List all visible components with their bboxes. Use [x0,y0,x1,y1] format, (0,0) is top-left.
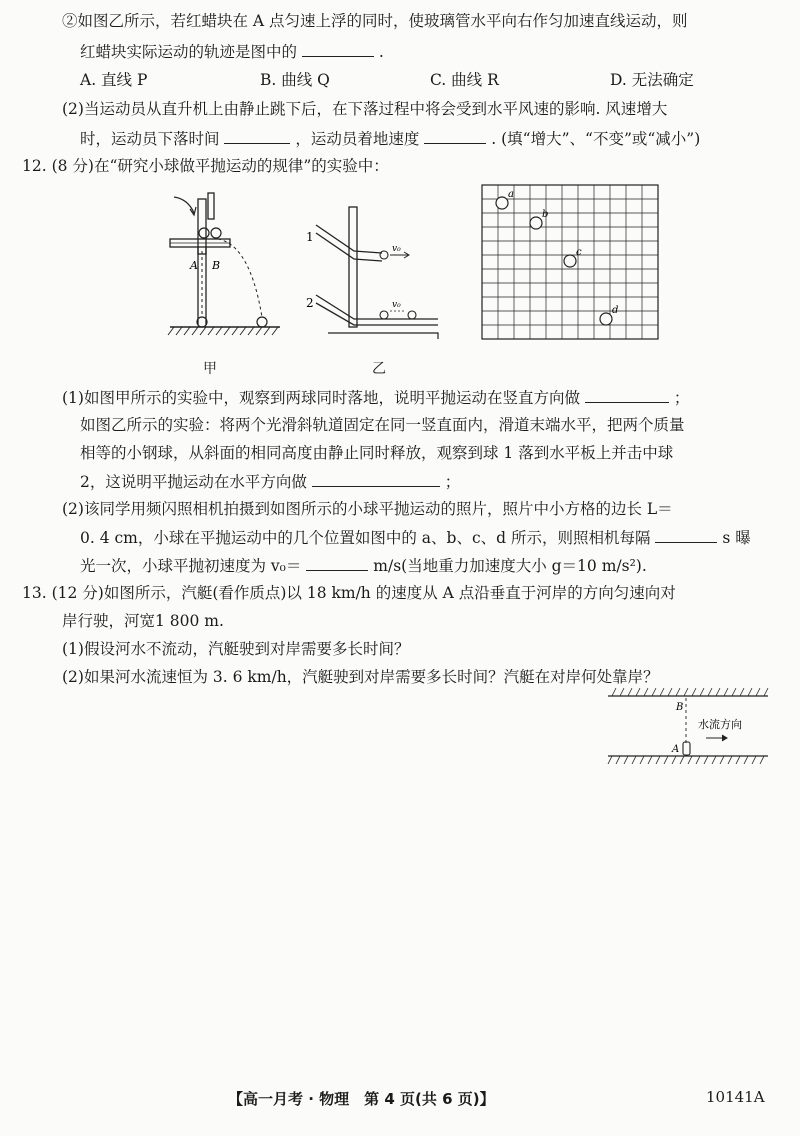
label-ball-1: 1 [306,230,314,244]
q12-sub1-text: (1)如图甲所示的实验中，观察到两球同时落地，说明平抛运动在竖直方向做 [62,389,580,407]
label-v0-lower: v₀ [392,300,401,310]
grid-point-a [496,197,508,209]
grid-point-b [530,217,542,229]
q11-sub2-line2 [80,127,700,150]
q12-sub1-line2: 如图乙所示的实验：将两个光滑斜轨道固定在同一竖直面内，滑道末端水平，把两个质量 [80,416,685,434]
label-a-jia: A [190,259,198,272]
q11-part2-period: . [378,43,384,61]
q11-sub2-text-b: ，运动员着地速度 [295,130,420,148]
flow-arrow-icon [722,735,727,741]
q11-part2-line1: ②如图乙所示，若红蜡块在 A 点匀速上浮的同时，使玻璃管水平向右作匀加速直线运动，则 [62,12,688,30]
label-point-d: d [612,305,619,316]
flow-direction-label: 水流方向 [698,718,742,731]
q12-sub1-line4 [80,470,460,493]
option-c: C. 曲线 R [430,71,499,89]
q11-sub2-line1: (2)当运动员从直升机上由静止跳下后，在下落过程中将会受到水平风速的影响. 风速增大 [62,100,668,118]
vertical-motion-blank[interactable] [585,386,669,403]
q13-header2: 岸行驶，河宽1 800 m. [62,612,224,630]
grid-point-c [564,255,576,267]
label-a-river: A [672,744,680,755]
q12-sub2-text3-b: m/s(当地重力加速度大小 g＝10 m/s²). [373,557,647,575]
figure-yi-apparatus [304,207,444,347]
footer-title: 【高一月考 · 物理 第 4 页(共 6 页)】 [228,1090,495,1108]
q12-sub2-text-b: s 曝 [722,529,751,547]
q11-part2-text: 红蜡块实际运动的轨迹是图中的 [80,43,298,61]
q13-header: 13. (12 分)如图所示，汽艇(看作质点)以 18 km/h 的速度从 A 点沿垂直于河岸的方向匀速向对 [22,584,676,602]
boat-icon [683,742,690,755]
initial-velocity-blank[interactable] [306,554,368,571]
q11-answer-blank[interactable] [302,40,374,57]
option-b: B. 曲线 Q [260,71,330,89]
river-diagram [604,688,774,778]
q13-sub2: (2)如果河水流速恒为 3. 6 km/h，汽艇驶到对岸需要多长时间？汽艇在对岸何处靠岸？ [62,668,659,686]
q12-sub2-line3 [80,554,647,577]
option-d: D. 无法确定 [610,71,694,89]
q12-sub2-text-a: 0. 4 cm，小球在平抛运动中的几个位置如图中的 a、b、c、d 所示，则照相机每隔 [80,529,651,547]
q12-sub2-text3-a: 光一次，小球平抛初速度为 v₀＝ [80,557,302,575]
q12-sub1-text4: 2，这说明平抛运动在水平方向做 [80,473,307,491]
q12-sub1-line1 [62,386,689,409]
option-a: A. 直线 P [80,71,148,89]
figure-yi-caption: 乙 [372,361,386,377]
q12-sub1-end4: ； [444,473,461,491]
q11-sub2-text-c: . (填“增大”、“不变”或“减小”) [491,130,701,148]
label-point-a: a [508,189,514,200]
horizontal-motion-blank[interactable] [312,470,440,487]
q12-sub2-line1: (2)该同学用频闪照相机拍摄到如图所示的小球平抛运动的照片，照片中小方格的边长 L＝ [62,500,673,518]
label-b-jia: B [212,259,221,272]
q12-sub1-line3: 相等的小钢球，从斜面的相同高度由静止同时释放，观察到球 1 落到水平板上并击中球 [80,444,674,462]
q11-part2-line2 [80,40,384,63]
figure-jia-caption: 甲 [203,361,217,377]
fall-time-blank[interactable] [224,127,290,144]
label-ball-2: 2 [306,296,314,310]
figure-jia-apparatus [160,185,290,355]
flash-interval-blank[interactable] [655,526,717,543]
grid-point-d [600,313,612,325]
label-point-c: c [576,247,582,258]
q12-sub2-line2 [80,526,751,549]
q12-header: 12. (8 分)在“研究小球做平抛运动的规律”的实验中： [22,157,389,175]
paper-code: 10141A [706,1088,765,1106]
label-point-b: b [542,209,549,220]
label-v0-upper: v₀ [392,244,401,254]
q11-sub2-text-a: 时，运动员下落时间 [80,130,220,148]
flash-photo-grid [482,185,662,345]
label-b-river: B [676,702,684,713]
landing-speed-blank[interactable] [424,127,486,144]
q12-sub1-end: ； [673,389,690,407]
q13-sub1: (1)假设河水不流动，汽艇驶到对岸需要多长时间？ [62,640,410,658]
